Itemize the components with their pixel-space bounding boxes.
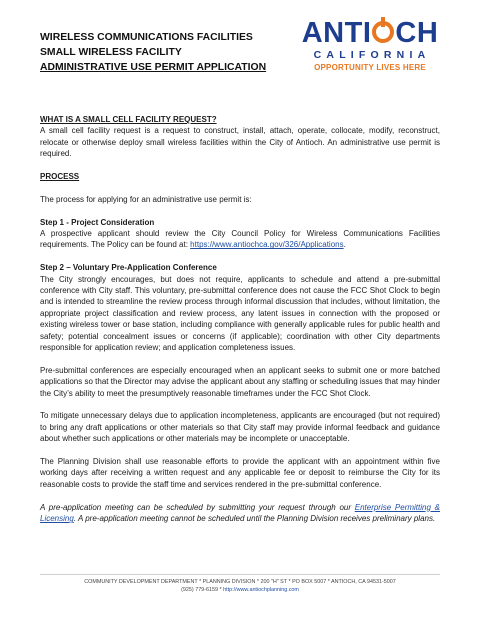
enterprise-permitting-link[interactable]: Enterprise Permitting & Licensing [40,502,440,524]
page-footer [40,578,440,594]
heading-step-2: Step 2 – Voluntary Pre-Application Conference [40,263,217,273]
paragraph-process-intro: The process for applying for an administrative use permit is: [40,194,252,204]
paragraph-meeting: A pre-application meeting can be scheduled by submitting your request through our Enterprise Permitting & Licensing. A pre-application meeting cannot be scheduled until the Planning Division receives preliminary plans. [40,502,440,524]
heading-step-1: Step 1 - Project Consideration [40,217,155,227]
heading-what-is: WHAT IS A SMALL CELL FACILITY REQUEST? [40,115,217,124]
logo-o-icon [372,21,394,43]
footer-address: COMMUNITY DEVELOPMENT DEPARTMENT * PLANNING DIVISION * 200 "H" ST * PO BOX 5007 * ANTIOCH, CA 94531-5007 [84,579,396,585]
antioch-logo [300,18,440,80]
title-line-2: SMALL WIRELESS FACILITY [40,47,182,58]
logo-state: CALIFORNIA [313,49,431,61]
paragraph-planning: The Planning Division shall use reasonable efforts to provide the applicant with an appointment within five working days after receiving a written request and any applicable fee or deposit to reimburse the City for its reasonable costs to provide the staff time and services rendered in the pre-submittal conference. [40,457,440,489]
logo-tagline: OPPORTUNITY LIVES HERE [314,63,426,72]
logo-wordmark: ANTI CH [301,17,439,49]
heading-process: PROCESS [40,172,80,182]
title-line-1: WIRELESS COMMUNICATIONS FACILITIES [40,32,253,43]
applications-link[interactable]: https://www.antiochca.gov/326/Applications [190,240,344,250]
footer-website-link[interactable]: http://www.antiochplanning.com [223,587,299,593]
title-line-3: ADMINISTRATIVE USE PERMIT APPLICATION [40,62,267,73]
footer-divider [40,574,440,575]
paragraph-what-is: A small cell facility request is a request to construct, install, attach, operate, collocate, modify, reconstruct, relocate or otherwise deploy small wireless facilities within the City of Antioch. An administrative use permit is required. [40,126,440,159]
document-body [40,114,440,525]
paragraph-mitigate: To mitigate unnecessary delays due to application incompleteness, applicants are encouraged (but not required) to bring any draft applications or other materials so that City staff may provide informal feedback and guidance about whether such applications or other materials may be incomplete or unacceptable. [40,411,440,444]
paragraph-presubmittal: Pre-submittal conferences are especially encouraged when an applicant seeks to submit one or more batched applications so that the Director may advise the applicant about any staffing or scheduling issues that may hinder the City’s ability to meet the presumptively reasonable timeframes under the FCC Shot Clock. [40,365,440,398]
paragraph-step-1: A prospective applicant should review the City Council Policy for Wireless Communications Facilities requirements. The Policy can be found at: https://www.antiochca.gov/326/Applications. [40,229,440,250]
paragraph-step-2: The City strongly encourages, but does not require, applicants to schedule and attend a pre-submittal conference with City staff. This voluntary, pre-submittal conference does not cause the FCC Shot Clock to begin and is intended to streamline the review process through informal discussion that includes, without limitation, the appropriate project classification and review process, any latent issues in connection with the proposed or existing wireless tower or base station, including compliance with generally applicable rules for public health and safety; potential concealment issues or concerns (if applicable); coordination with other City departments responsible for application review; and application completeness issues. [40,274,440,353]
document-title [40,30,290,75]
footer-contact: (925) 779-6159 * http://www.antiochplanning.com [181,587,299,593]
